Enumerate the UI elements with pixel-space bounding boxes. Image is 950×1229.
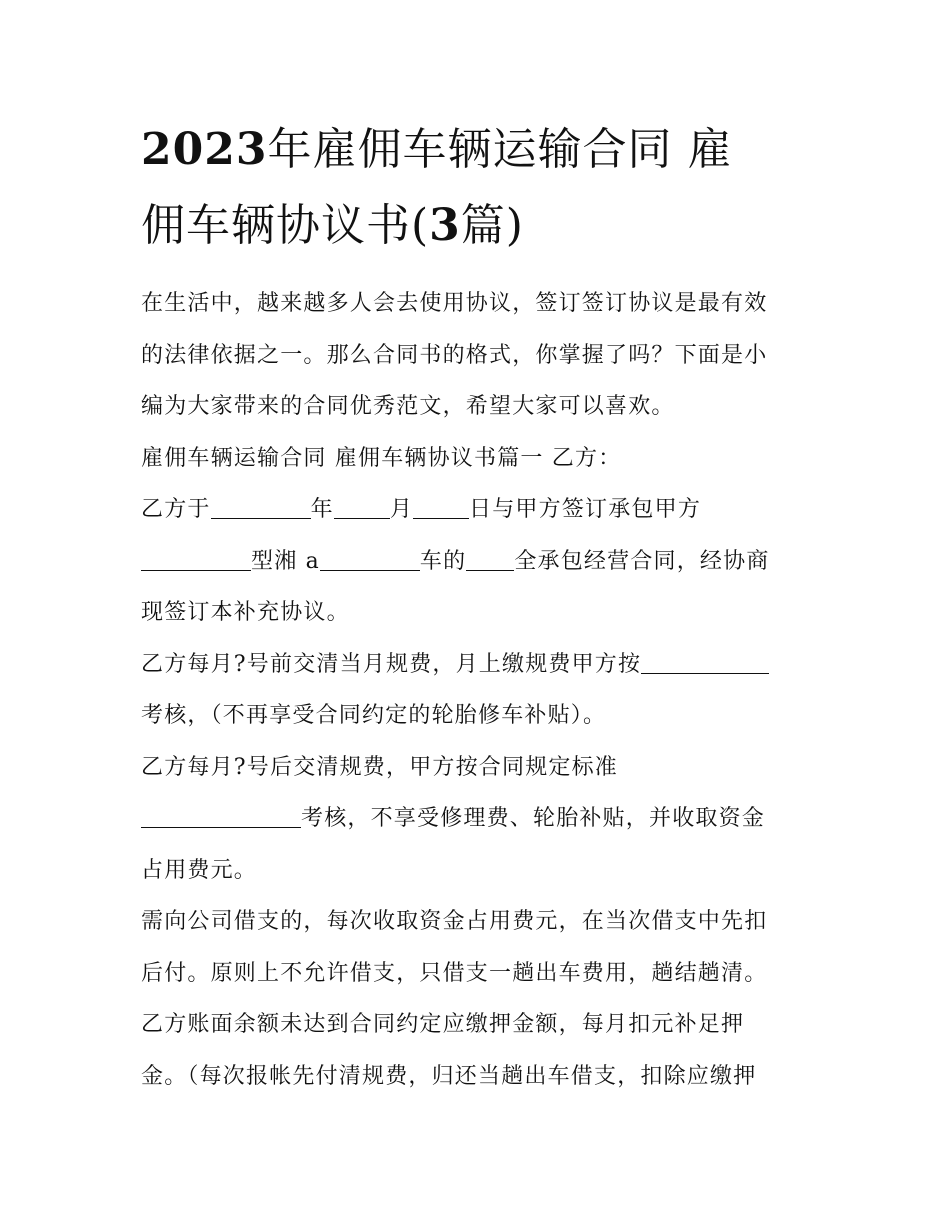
intro-line: 在生活中，越来越多人会去使用协议，签订签订协议是最有效 bbox=[141, 291, 768, 316]
title-line-1 bbox=[141, 112, 813, 188]
clause-text: 乙方于 bbox=[141, 497, 211, 522]
clause-line bbox=[141, 536, 813, 588]
title-year: 2023 bbox=[141, 124, 268, 175]
title-count: 3 bbox=[429, 200, 461, 251]
clause-text: 车的 bbox=[419, 548, 467, 574]
fill-in-blank bbox=[141, 805, 301, 828]
clause-text: 型湘 a bbox=[251, 548, 320, 574]
fill-in-blank bbox=[141, 548, 251, 571]
clause-paragraph-3 bbox=[141, 742, 813, 897]
fill-in-blank bbox=[320, 548, 420, 571]
clause-paragraph-1 bbox=[141, 484, 813, 639]
title-text-2: 佣车辆协议书( bbox=[141, 200, 430, 251]
document-page bbox=[141, 112, 813, 1102]
clause-line: 考核，（不再享受合同约定的轮胎修车补贴）。 bbox=[141, 703, 607, 728]
intro-paragraph bbox=[141, 278, 813, 433]
clause-paragraph-4 bbox=[141, 896, 813, 999]
clause-line bbox=[141, 793, 813, 845]
clause-text: 乙方每月?号前交清当月规费，月上缴规费甲方按 bbox=[141, 651, 642, 677]
clause-line bbox=[141, 484, 813, 536]
clause-line: 现签订本补充协议。 bbox=[141, 600, 350, 625]
clause-paragraph-2 bbox=[141, 639, 813, 742]
fill-in-blank bbox=[466, 548, 514, 571]
clause-line: 乙方账面余额未达到合同约定应缴押金额，每月扣元补足押 bbox=[141, 1012, 745, 1037]
clause-line: 占用费元。 bbox=[141, 857, 258, 883]
intro-line: 的法律依据之一。那么合同书的格式，你掌握了吗？下面是小 bbox=[141, 342, 768, 368]
fill-in-blank bbox=[211, 496, 311, 519]
clause-line: 后付。原则上不允许借支，只借支一趟出车费用，趟结趟清。 bbox=[141, 960, 768, 986]
clause-line bbox=[141, 639, 813, 691]
fill-in-blank bbox=[413, 496, 469, 519]
document-title bbox=[141, 112, 813, 264]
clause-text: 全承包经营合同，经协商 bbox=[514, 548, 770, 574]
clause-text: 日与甲方签订承包甲方 bbox=[469, 497, 702, 522]
title-text-1: 年雇佣车辆运输合同 雇 bbox=[267, 124, 733, 175]
section-heading bbox=[141, 433, 813, 485]
clause-line: 需向公司借支的，每次收取资金占用费元，在当次借支中先扣 bbox=[141, 909, 768, 934]
title-text-3: 篇) bbox=[460, 200, 524, 251]
fill-in-blank bbox=[334, 496, 390, 519]
clause-text: 考核，不享受修理费、轮胎补贴，并收取资金 bbox=[301, 806, 766, 831]
fill-in-blank bbox=[641, 651, 769, 674]
clause-line: 金。（每次报帐先付清规费，归还当趟出车借支，扣除应缴押 bbox=[141, 1063, 757, 1089]
intro-line: 编为大家带来的合同优秀范文，希望大家可以喜欢。 bbox=[141, 394, 675, 419]
title-line-2 bbox=[141, 188, 813, 264]
clause-text: 月 bbox=[389, 497, 414, 522]
clause-paragraph-5 bbox=[141, 999, 813, 1102]
section-heading-text: 雇佣车辆运输合同 雇佣车辆协议书篇一 乙方： bbox=[141, 445, 622, 471]
clause-text: 年 bbox=[310, 497, 334, 522]
clause-line: 乙方每月?号后交清规费，甲方按合同规定标准 bbox=[141, 754, 618, 780]
